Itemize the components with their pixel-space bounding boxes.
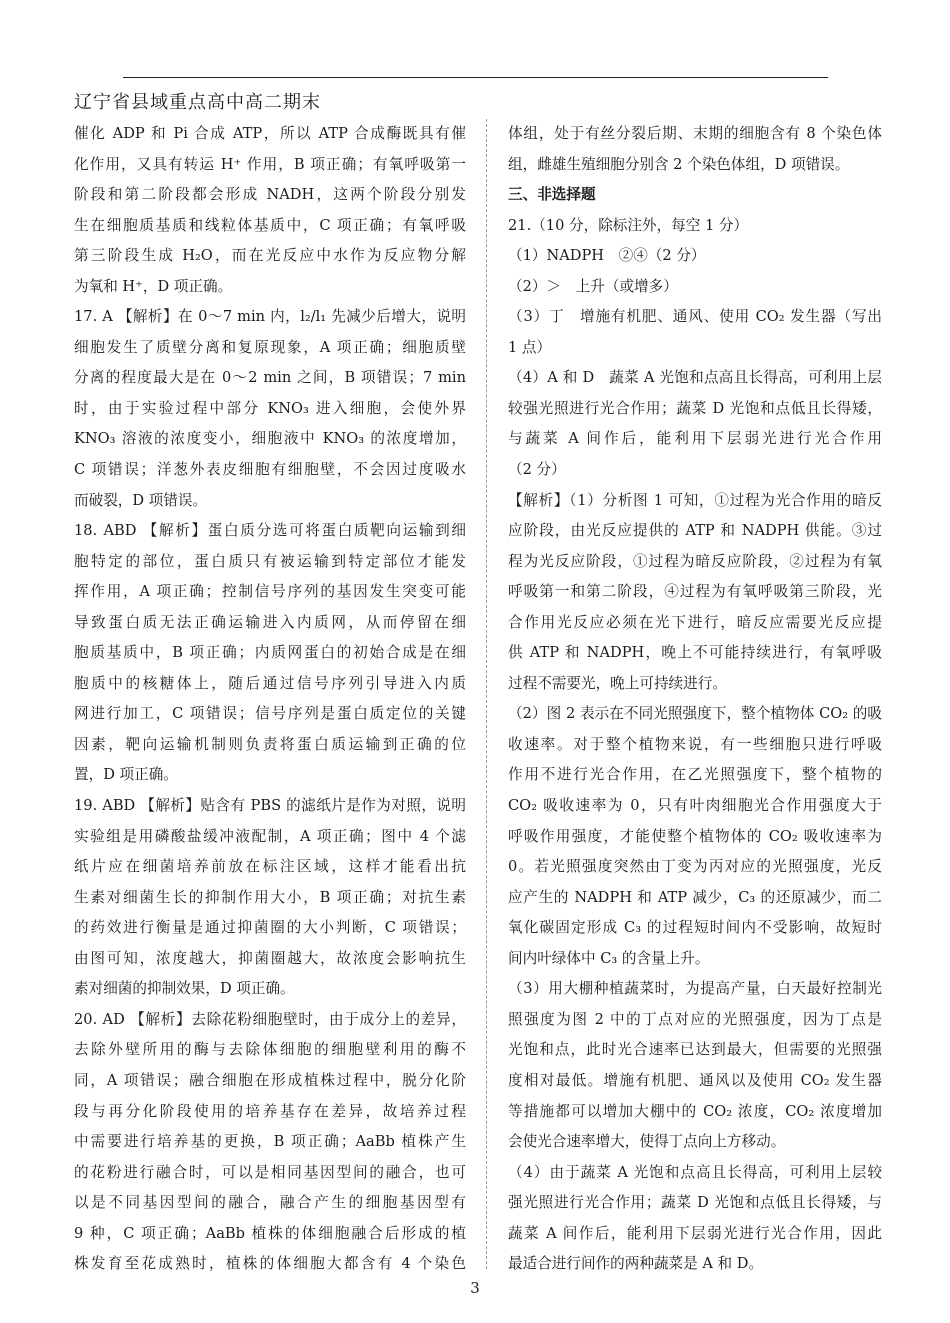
text-line: 生素对细菌生长的抑制作用大小，B 项正确；对抗生素 [74, 888, 466, 906]
text-line: 网进行加工，C 项错误；信号序列是蛋白质定位的关键 [74, 705, 466, 723]
text-line: 作用不进行光合作用，在乙光照强度下，整个植物的 [508, 766, 882, 784]
text-line: 体组，处于有丝分裂后期、末期的细胞含有 8 个染色体 [508, 125, 882, 142]
text-line: 以是不同基因型间的融合，融合产生的细胞基因型有 [74, 1194, 466, 1212]
text-line: 纸片应在细菌培养前放在标注区域，这样才能看出抗 [74, 858, 466, 876]
text-line: （2 分） [508, 461, 566, 479]
text-line: 去除外壁所用的酶与去除体细胞的细胞壁利用的酶不 [74, 1041, 466, 1059]
text-line: （4）A 和 D 蔬菜 A 光饱和点高且长得高，可利用上层 [508, 369, 882, 387]
text-line: 光饱和点，此时光合速率已达到最大，但需要的光照强 [508, 1041, 882, 1059]
text-line: 应产生的 NADPH 和 ATP 减少，C₃ 的还原减少，而二 [508, 888, 882, 906]
text-line: 细胞发生了质壁分离和复原现象，A 项正确；细胞质壁 [74, 338, 466, 356]
text-line: 段与再分化阶段使用的培养基存在差异，故培养过程 [74, 1102, 466, 1120]
text-line: （2）图 2 表示在不同光照强度下，整个植物体 CO₂ 的吸 [508, 705, 882, 723]
text-line: 蔬菜 A 间作后，能利用下层弱光进行光合作用，因此 [508, 1224, 882, 1242]
text-line: 会使光合速率增大，使得丁点向上方移动。 [508, 1133, 786, 1151]
text-line: 因素，靶向运输机制则负责将蛋白质运输到正确的位 [74, 735, 466, 753]
text-line: 应阶段，由光反应提供的 ATP 和 NADPH 供能。③过 [508, 522, 882, 540]
text-line: 生在细胞质基质和线粒体基质中，C 项正确；有氧呼吸 [74, 216, 466, 234]
text-line: 实验组是用磷酸盐缓冲液配制，A 项正确；图中 4 个滤 [74, 827, 466, 845]
page-header: 辽宁省县域重点高中高二期末 [74, 92, 321, 113]
left-column [74, 119, 466, 1280]
page-number: 3 [470, 1279, 480, 1297]
text-line: 素对细菌的抑制效果，D 项正确。 [74, 980, 295, 998]
text-line: 时，由于实验过程中部分 KNO₃ 进入细胞，会使外界 [74, 399, 466, 417]
text-line: 中需要进行培养基的更换，B 项正确；AaBb 植株产生 [74, 1133, 466, 1151]
text-line: 的药效进行衡量是通过抑菌圈的大小判断，C 项错误； [74, 919, 466, 937]
text-line: 组，雌雄生殖细胞分别含 2 个染色体组，D 项错误。 [508, 155, 850, 173]
text-line: 1 点） [508, 338, 552, 356]
text-line: 由图可知，浓度越大，抑菌圈越大，故浓度会影响抗生 [74, 949, 466, 967]
text-line: 阶段和第二阶段都会形成 NADH，这两个阶段分别发 [74, 186, 466, 204]
text-line: 化作用，又具有转运 H⁺ 作用，B 项正确；有氧呼吸第一 [74, 155, 466, 173]
right-column [508, 119, 882, 1280]
text-line: （3）丁 增施有机肥、通风、使用 CO₂ 发生器（写出 [508, 308, 882, 326]
text-line: KNO₃ 溶液的浓度变小，细胞液中 KNO₃ 的浓度增加， [74, 430, 466, 448]
header-rule [123, 77, 828, 78]
text-line: 17. A 【解析】在 0～7 min 内，l₂/l₁ 先减少后增大，说明 [74, 308, 466, 326]
text-line: 过程不需要光，晚上可持续进行。 [508, 674, 727, 692]
text-line: （4）由于蔬菜 A 光饱和点高且长得高，可利用上层较 [508, 1163, 882, 1181]
text-line: 呼吸作用强度，才能使整个植物体的 CO₂ 吸收速率为 [508, 827, 882, 845]
text-line: 氧化碳固定形成 C₃ 的过程短时间内不受影响，故短时 [508, 919, 882, 937]
text-line: 株发育至花成熟时，植株的体细胞大都含有 4 个染色 [74, 1255, 466, 1273]
text-line: C 项错误；洋葱外表皮细胞有细胞壁，不会因过度吸水 [74, 461, 466, 479]
section-heading: 三、非选择题 [508, 186, 596, 204]
text-line: （3）用大棚种植蔬菜时，为提高产量，白天最好控制光 [508, 980, 882, 998]
text-line: 19. ABD 【解析】贴含有 PBS 的滤纸片是作为对照，说明 [74, 797, 466, 815]
text-line: 0。若光照强度突然由丁变为丙对应的光照强度，光反 [508, 858, 882, 876]
text-line: 呼吸第一和第二阶段，④过程为有氧呼吸第三阶段，光 [508, 583, 882, 601]
text-line: 最适合进行间作的两种蔬菜是 A 和 D。 [508, 1255, 764, 1273]
text-line: 为氧和 H⁺，D 项正确。 [74, 277, 233, 295]
text-line: （2）＞ 上升（或增多） [508, 277, 678, 295]
text-line: 导致蛋白质无法正确运输进入内质网，从而停留在细 [74, 613, 466, 631]
text-line: 【解析】（1）分析图 1 可知，①过程为光合作用的暗反 [508, 491, 882, 509]
text-line: 强光照进行光合作用；蔬菜 D 光饱和点低且长得矮，与 [508, 1194, 882, 1212]
question-heading: 21.（10 分，除标注外，每空 1 分） [508, 216, 749, 234]
text-line: 催化 ADP 和 Pi 合成 ATP，所以 ATP 合成酶既具有催 [74, 125, 466, 142]
text-line: 分离的程度最大是在 0～2 min 之间，B 项错误；7 min [74, 369, 466, 387]
text-line: （1）NADPH ②④（2 分） [508, 247, 706, 265]
text-line: 供 ATP 和 NADPH，晚上不可能持续进行，有氧呼吸 [508, 644, 882, 662]
text-line: CO₂ 吸收速率为 0，只有叶肉细胞光合作用强度大于 [508, 797, 882, 815]
text-line: 胞质中的核糖体上，随后通过信号序列引导进入内质 [74, 674, 466, 692]
text-line: 间内叶绿体中 C₃ 的含量上升。 [508, 949, 710, 967]
text-line: 合作用光反应必须在光下进行，暗反应需要光反应提 [508, 613, 882, 631]
text-line: 挥作用，A 项正确；控制信号序列的基因发生突变可能 [74, 583, 466, 601]
text-line: 同，A 项错误；融合细胞在形成植株过程中，脱分化阶 [74, 1071, 466, 1089]
text-line: 与蔬菜 A 间作后，能利用下层弱光进行光合作用 [508, 430, 882, 448]
text-line: 胞特定的部位，蛋白质只有被运输到特定部位才能发 [74, 552, 466, 570]
text-line: 程为光反应阶段，①过程为暗反应阶段，②过程为有氧 [508, 552, 882, 570]
text-line: 较强光照进行光合作用；蔬菜 D 光饱和点低且长得矮， [508, 399, 882, 417]
text-line: 20. AD 【解析】去除花粉细胞壁时，由于成分上的差异， [74, 1010, 466, 1028]
text-line: 照强度为图 2 中的丁点对应的光照强度，因为丁点是 [508, 1010, 882, 1028]
text-line: 胞质基质中，B 项正确；内质网蛋白的初始合成是在细 [74, 644, 466, 662]
text-line: 18. ABD 【解析】蛋白质分选可将蛋白质靶向运输到细 [74, 522, 466, 540]
text-line: 等措施都可以增加大棚中的 CO₂ 浓度，CO₂ 浓度增加 [508, 1102, 882, 1120]
text-line: 9 种，C 项正确；AaBb 植株的体细胞融合后形成的植 [74, 1224, 466, 1242]
column-divider [486, 119, 487, 1269]
text-line: 度相对最低。增施有机肥、通风以及使用 CO₂ 发生器 [508, 1071, 882, 1089]
text-line: 而破裂，D 项错误。 [74, 491, 208, 509]
text-line: 置，D 项正确。 [74, 766, 178, 784]
text-line: 的花粉进行融合时，可以是相同基因型间的融合，也可 [74, 1163, 466, 1181]
text-line: 第三阶段生成 H₂O，而在光反应中水作为反应物分解 [74, 247, 466, 265]
text-line: 收速率。对于整个植物来说，有一些细胞只进行呼吸 [508, 735, 882, 753]
